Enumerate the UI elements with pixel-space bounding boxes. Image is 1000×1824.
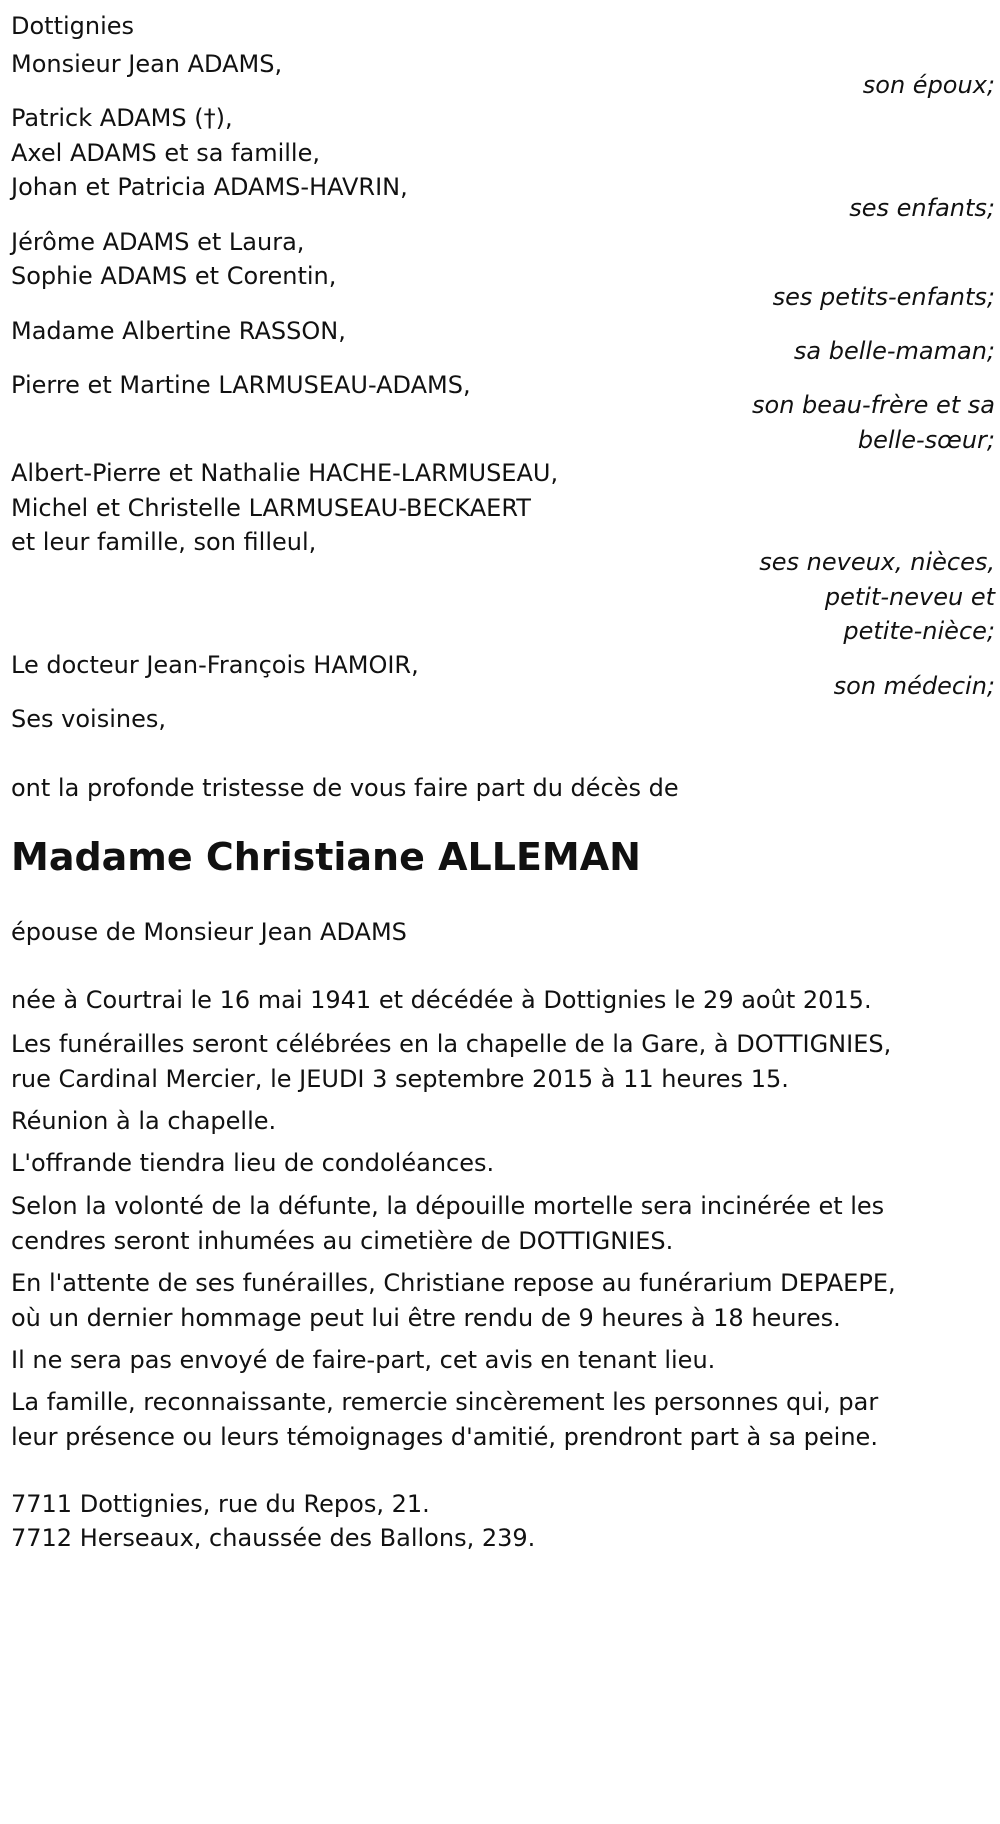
detail-line: Il ne sera pas envoyé de faire-part, cet avis en tenant lieu. — [11, 1346, 716, 1374]
place-heading: Dottignies — [11, 12, 135, 40]
detail-line: leur présence ou leurs témoignages d'amitié, prendront part à sa peine. — [11, 1423, 878, 1451]
detail-line: En l'attente de ses funérailles, Christiane repose au funérarium DEPAEPE, — [11, 1269, 896, 1297]
family-member-line: Axel ADAMS et sa famille, — [11, 139, 320, 167]
address-line: 7711 Dottignies, rue du Repos, 21. — [11, 1490, 430, 1518]
family-relation: ses neveux, nièces, — [759, 548, 995, 576]
family-member-line: Jérôme ADAMS et Laura, — [11, 228, 305, 256]
family-member-line: Ses voisines, — [11, 705, 166, 733]
detail-line: cendres seront inhumées au cimetière de DOTTIGNIES. — [11, 1227, 674, 1255]
announcement-text: ont la profonde tristesse de vous faire part du décès de — [11, 774, 679, 802]
deceased-name: Madame Christiane ALLEMAN — [11, 835, 641, 879]
detail-line: Selon la volonté de la défunte, la dépouille mortelle sera incinérée et les — [11, 1192, 885, 1220]
family-member-line: Le docteur Jean-François HAMOIR, — [11, 651, 419, 679]
family-relation: sa belle-maman; — [793, 337, 995, 365]
detail-line: La famille, reconnaissante, remercie sincèrement les personnes qui, par — [11, 1388, 879, 1416]
detail-line: Les funérailles seront célébrées en la chapelle de la Gare, à DOTTIGNIES, — [11, 1030, 892, 1058]
family-relation: petit-neveu et — [824, 583, 995, 611]
family-member-line: Johan et Patricia ADAMS-HAVRIN, — [11, 173, 408, 201]
family-member-line: Monsieur Jean ADAMS, — [11, 50, 283, 78]
family-member-line: Albert-Pierre et Nathalie HACHE-LARMUSEAU, — [11, 459, 559, 487]
address-line: 7712 Herseaux, chaussée des Ballons, 239. — [11, 1524, 536, 1552]
detail-line: rue Cardinal Mercier, le JEUDI 3 septembre 2015 à 11 heures 15. — [11, 1065, 789, 1093]
family-member-line: Pierre et Martine LARMUSEAU-ADAMS, — [11, 371, 471, 399]
detail-line: où un dernier hommage peut lui être rendu de 9 heures à 18 heures. — [11, 1304, 841, 1332]
family-relation: son beau-frère et sa — [752, 391, 995, 419]
family-member-line: Sophie ADAMS et Corentin, — [11, 262, 337, 290]
family-member-line: Madame Albertine RASSON, — [11, 317, 346, 345]
detail-line: L'offrande tiendra lieu de condoléances. — [11, 1149, 495, 1177]
family-member-line: Patrick ADAMS (†), — [11, 104, 233, 132]
family-relation: son médecin; — [833, 672, 995, 700]
family-relation: ses petits-enfants; — [772, 283, 995, 311]
family-member-line: et leur famille, son filleul, — [11, 528, 317, 556]
detail-line: Réunion à la chapelle. — [11, 1107, 277, 1135]
family-relation: ses enfants; — [849, 194, 995, 222]
spouse-line: épouse de Monsieur Jean ADAMS — [11, 918, 407, 946]
family-member-line: Michel et Christelle LARMUSEAU-BECKAERT — [11, 494, 531, 522]
family-relation: belle-sœur; — [857, 426, 995, 454]
family-relation: son époux; — [862, 71, 995, 99]
family-relation: petite-nièce; — [843, 617, 995, 645]
birth-death-line: née à Courtrai le 16 mai 1941 et décédée à Dottignies le 29 août 2015. — [11, 986, 872, 1014]
